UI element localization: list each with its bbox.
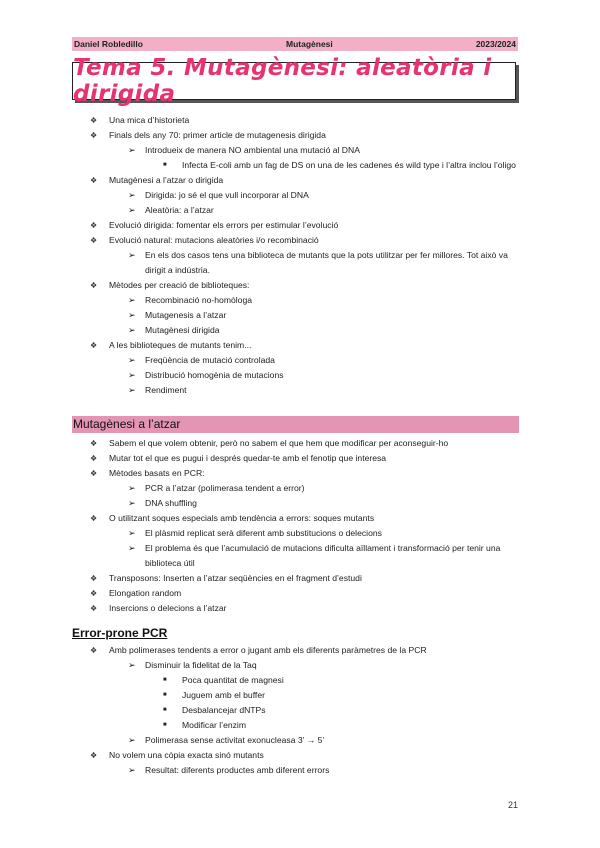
list-item-text: O utilitzant soques especials amb tendència a errors: soques mutants — [109, 513, 375, 523]
bullet-icon: ❖ — [90, 281, 98, 290]
list-item-text: Poca quantitat de magnesi — [182, 675, 284, 685]
bullet-icon: ➢ — [128, 310, 136, 320]
list-item — [0, 718, 600, 733]
bullet-icon: ➢ — [128, 543, 136, 553]
list-item — [0, 128, 600, 143]
list-item — [0, 748, 600, 763]
list-item — [0, 113, 600, 128]
list-item — [0, 451, 600, 466]
bullet-icon: ➢ — [128, 205, 136, 215]
list-item — [0, 541, 525, 571]
section-heading-random-mutagenesis: Mutagènesi a l’atzar — [72, 416, 519, 433]
list-item-text: Freqüència de mutació controlada — [145, 355, 275, 365]
bullet-icon: ❖ — [90, 589, 98, 598]
list-item-text: Distribució homogènia de mutacions — [145, 370, 284, 380]
list-item — [0, 466, 600, 481]
list-item-text: Mutar tot el que es pugui i després quedar-te amb el fenotip que interesa — [109, 453, 387, 463]
bullet-icon: ■ — [163, 677, 167, 683]
list-item — [0, 481, 600, 496]
list-item — [0, 143, 600, 158]
list-item-text: Juguem amb el buffer — [182, 690, 265, 700]
bullet-icon: ❖ — [90, 574, 98, 583]
bullet-icon: ❖ — [90, 469, 98, 478]
list-item — [0, 233, 600, 248]
list-item-text: Rendiment — [145, 385, 187, 395]
bullet-icon: ➢ — [128, 483, 136, 493]
list-item-text: DNA shuffling — [145, 498, 197, 508]
list-item — [0, 526, 600, 541]
list-item — [0, 308, 600, 323]
list-item-text: Dirigida: jo sé el que vull incorporar al DNA — [145, 190, 309, 200]
list-item-text: Evolució dirigida: fomentar els errors per estimular l’evolució — [109, 220, 339, 230]
page-title: Tema 5. Mutagènesi: aleatòria i dirigida — [73, 55, 492, 107]
list-item-text: En els dos casos tens una biblioteca de mutants que la pots utilitzar per fer millores. Tot això va dirigit a indústria. — [145, 250, 508, 275]
list-item-text: Introdueix de manera NO ambiental una mutació al DNA — [145, 145, 360, 155]
list-item — [0, 293, 600, 308]
list-item-text: El plàsmid replicat serà diferent amb substitucions o delecions — [145, 528, 382, 538]
list-item — [0, 353, 600, 368]
bullet-icon: ➢ — [128, 190, 136, 200]
bullet-icon: ❖ — [90, 221, 98, 230]
list-item-text: Disminuir la fidelitat de la Taq — [145, 660, 257, 670]
header-year: 2023/2024 — [475, 39, 516, 49]
bullet-icon: ➢ — [128, 385, 136, 395]
bullet-icon: ❖ — [90, 646, 98, 655]
list-item-text: Infecta E-coli amb un fag de DS on una de les cadenes és wild type i l’altra inclou l’oligo — [182, 160, 516, 170]
bullet-icon: ➢ — [128, 355, 136, 365]
list-item — [0, 673, 600, 688]
list-item — [0, 218, 600, 233]
list-item — [0, 586, 600, 601]
bullet-icon: ■ — [163, 162, 167, 168]
bullet-icon: ❖ — [90, 454, 98, 463]
list-item-text: Mètodes basats en PCR: — [109, 468, 205, 478]
bullet-icon: ❖ — [90, 116, 98, 125]
list-item-text: Sabem el que volem obtenir, però no sabem el que hem que modificar per aconseguir-ho — [109, 438, 449, 448]
bullet-icon: ❖ — [90, 439, 98, 448]
bullet-icon: ➢ — [128, 250, 136, 260]
list-item-text: Recombinació no-homòloga — [145, 295, 253, 305]
bullet-icon: ❖ — [90, 604, 98, 613]
list-item-text: Transposons: Inserten a l’atzar seqüències en el fragment d’estudi — [109, 573, 362, 583]
list-item — [0, 383, 600, 398]
page-header — [72, 37, 518, 51]
list-item — [0, 571, 600, 586]
list-item-text: Resultat: diferents productes amb diferent errors — [145, 765, 330, 775]
bullet-icon: ➢ — [128, 325, 136, 335]
header-subject: Mutagènesi — [286, 39, 333, 49]
header-author: Daniel Robledillo — [74, 39, 143, 49]
list-item — [0, 173, 600, 188]
bullet-icon: ❖ — [90, 131, 98, 140]
list-item-text: Una mica d’historieta — [109, 115, 190, 125]
intro-list — [0, 113, 600, 398]
bullet-icon: ❖ — [90, 341, 98, 350]
list-item-text: El problema és que l’acumulació de mutacions dificulta aïllament i transformació per tenir una biblioteca útil — [145, 543, 501, 568]
list-item-text: Modificar l’enzim — [182, 720, 246, 730]
list-item — [0, 496, 600, 511]
list-item-text: PCR a l’atzar (polimerasa tendent a error) — [145, 483, 305, 493]
bullet-icon: ❖ — [90, 514, 98, 523]
list-item-text: Mètodes per creació de biblioteques: — [109, 280, 250, 290]
bullet-icon: ❖ — [90, 751, 98, 760]
page-number: 21 — [508, 800, 519, 810]
list-item — [0, 703, 600, 718]
bullet-icon: ■ — [163, 707, 167, 713]
bullet-icon: ➢ — [128, 735, 136, 745]
list-item-text: Mutagènesi a l’atzar o dirigida — [109, 175, 224, 185]
bullet-icon: ❖ — [90, 176, 98, 185]
bullet-icon: ➢ — [128, 145, 136, 155]
list-item — [0, 511, 600, 526]
list-item — [0, 203, 600, 218]
list-item — [0, 248, 525, 278]
list-item — [0, 643, 600, 658]
list-item-text: Amb polimerases tendents a error o jugant amb els diferents paràmetres de la PCR — [109, 645, 427, 655]
list-item — [0, 158, 600, 173]
list-item — [0, 601, 600, 616]
list-item-text: Insercions o delecions a l’atzar — [109, 603, 227, 613]
list-item — [0, 278, 600, 293]
subsection-heading-error-prone-pcr: Error-prone PCR — [72, 626, 168, 640]
bullet-icon: ❖ — [90, 236, 98, 245]
list-item-text: Polimerasa sense activitat exonucleasa 3’ → 5’ — [145, 735, 325, 745]
list-item — [0, 338, 600, 353]
list-item — [0, 658, 600, 673]
list-item-text: A les biblioteques de mutants tenim... — [109, 340, 252, 350]
bullet-icon: ➢ — [128, 295, 136, 305]
list-item — [0, 763, 600, 778]
bullet-icon: ➢ — [128, 498, 136, 508]
error-prone-pcr-list — [0, 643, 600, 778]
list-item-text: Finals dels any 70: primer article de mutagenesis dirigida — [109, 130, 326, 140]
list-item — [0, 436, 600, 451]
list-item-text: Elongation random — [109, 588, 182, 598]
list-item-text: No volem una còpia exacta sinó mutants — [109, 750, 264, 760]
bullet-icon: ➢ — [128, 765, 136, 775]
list-item — [0, 368, 600, 383]
list-item — [0, 688, 600, 703]
list-item-text: Evolució natural: mutacions aleatòries i/o recombinació — [109, 235, 319, 245]
bullet-icon: ➢ — [128, 528, 136, 538]
bullet-icon: ■ — [163, 692, 167, 698]
list-item-text: Aleatòria: a l’atzar — [145, 205, 214, 215]
bullet-icon: ■ — [163, 722, 167, 728]
list-item — [0, 733, 600, 748]
list-item-text: Mutagènesi dirigida — [145, 325, 220, 335]
bullet-icon: ➢ — [128, 370, 136, 380]
list-item — [0, 188, 600, 203]
title-box — [72, 55, 516, 107]
bullet-icon: ➢ — [128, 660, 136, 670]
list-item-text: Desbalancejar dNTPs — [182, 705, 266, 715]
list-item-text: Mutagenesis a l’atzar — [145, 310, 227, 320]
list-item — [0, 323, 600, 338]
random-mutagenesis-list — [0, 436, 600, 616]
